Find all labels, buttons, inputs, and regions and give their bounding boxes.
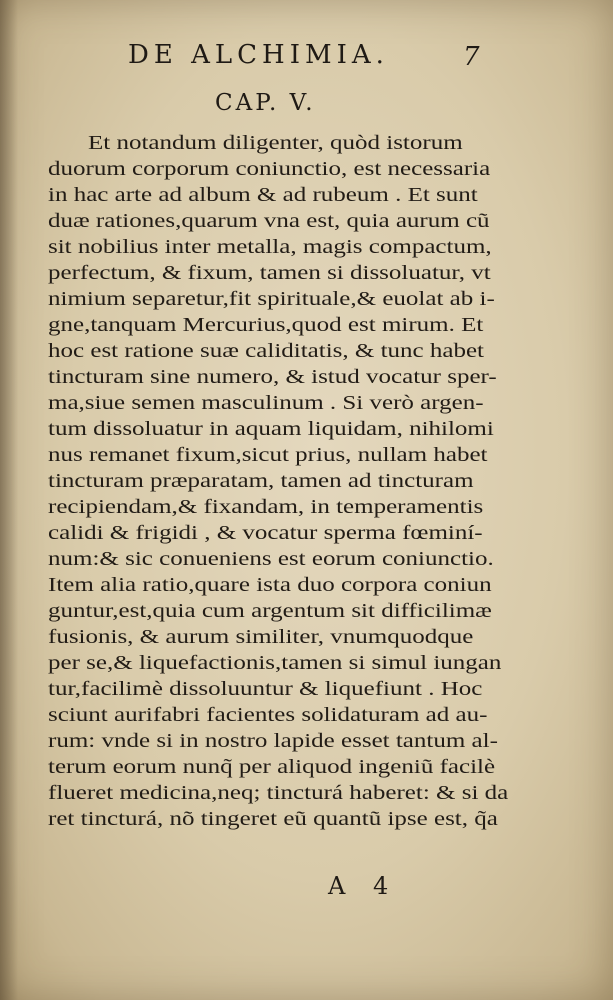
text-line: hoc est ratione suæ caliditatis, & tunc habet [48,340,485,362]
text-line: Et notandum diligenter, quòd istorum [88,132,463,154]
text-line: Item alia ratio,quare ista duo corpora coniun [48,574,492,596]
text-line: nimium separetur,fit spirituale,& euolat ab i- [48,288,495,310]
page-number: 7 [463,42,480,72]
text-line: duæ rationes,quarum vna est, quia aurum cũ [48,210,490,232]
text-line: nus remanet fixum,sicut prius, nullam habet [48,444,488,466]
text-line: duorum corporum coniunctio, est necessaria [48,158,491,180]
running-title: DE ALCHIMIA. [128,40,389,70]
text-line: rum: vnde si in nostro lapide esset tantum al- [48,730,498,752]
text-line: ret tincturá, nõ tingeret eũ quantũ ipse est, q̃a [48,808,498,830]
text-line: flueret medicina,neq; tincturá haberet: & si da [48,782,509,804]
text-line: guntur,est,quia cum argentum sit difficilimæ [48,600,492,622]
text-line: in hac arte ad album & ad rubeum . Et sunt [48,184,478,206]
text-line: gne,tanquam Mercurius,quod est mirum. Et [48,314,484,336]
text-line: tur,facilimè dissoluuntur & liquefiunt . Hoc [48,678,483,700]
text-line: num:& sic conueniens est eorum coniunctio. [48,548,494,570]
text-line: calidi & frigidi , & vocatur sperma fœminí- [48,522,483,544]
chapter-heading: CAP. V. [215,90,316,116]
text-line: tum dissoluatur in aquam liquidam, nihilomi [48,418,494,440]
text-line: ma,siue semen masculinum . Si verò argen- [48,392,484,414]
running-head [0,40,613,80]
text-line: sciunt aurifabri facientes solidaturam ad au- [48,704,488,726]
text-line: sit nobilius inter metalla, magis compactum, [48,236,492,258]
signature-mark: A 4 [328,872,399,900]
text-line: perfectum, & fixum, tamen si dissoluatur, vt [48,262,491,284]
text-line: per se,& liquefactionis,tamen si simul iungan [48,652,502,674]
text-line: tincturam sine numero, & istud vocatur sper- [48,366,497,388]
text-line: fusionis, & aurum similiter, vnumquodque [48,626,474,648]
text-line: recipiendam,& fixandam, in temperamentis [48,496,484,518]
spine-shadow [0,0,18,1000]
text-line: terum eorum nunq̃ per aliquod ingeniũ facilè [48,756,496,778]
text-line: tincturam præparatam, tamen ad tincturam [48,470,474,492]
